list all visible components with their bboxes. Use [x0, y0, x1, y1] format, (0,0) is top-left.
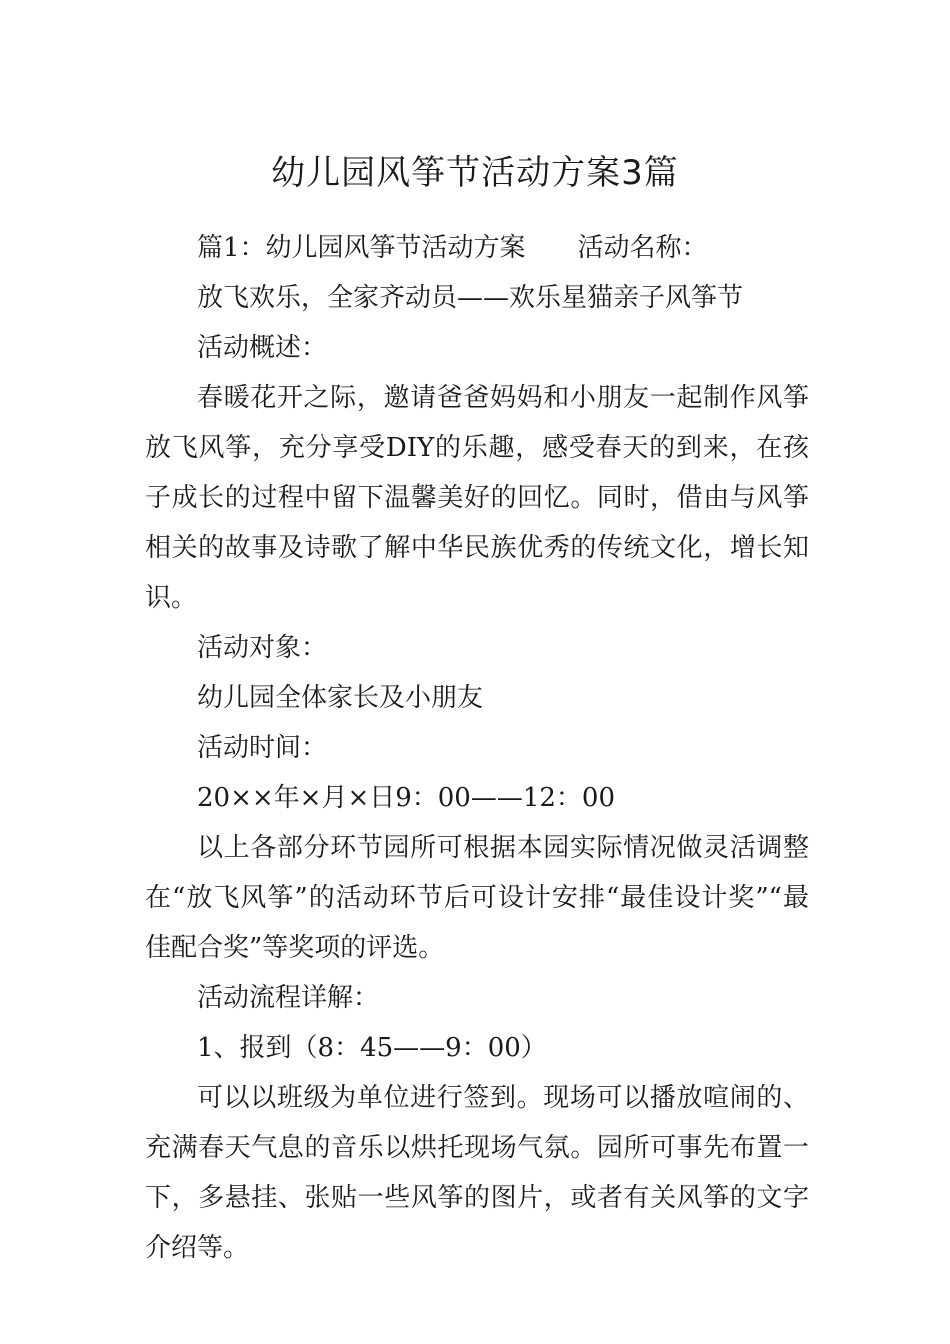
paragraph-overview-heading: 活动概述：: [197, 333, 328, 363]
paragraph-audience-text: 幼儿园全体家长及小朋友: [197, 683, 484, 713]
paragraph-adjustment-note: 以上各部分环节园所可根据本园实际情况做灵活调整在“放飞风筝”的活动环节后可设计安排“最佳设计奖”“最佳配合奖”等奖项的评选。: [145, 833, 809, 963]
document-body: [145, 223, 809, 1273]
paragraph-activity-name: 放飞欢乐，全家齐动员——欢乐星猫亲子风筝节: [197, 283, 744, 313]
paragraph-process-heading: 活动流程详解：: [197, 983, 380, 1013]
paragraph-time-heading: 活动时间：: [197, 733, 328, 763]
paragraph-time-text: 20××年×月×日9：00——12：00: [197, 783, 616, 813]
paragraph-chapter-heading: 篇1：幼儿园风筝节活动方案 活动名称：: [197, 233, 708, 263]
document-title: 幼儿园风筝节活动方案3篇: [271, 152, 679, 193]
paragraph-audience-heading: 活动对象：: [197, 633, 328, 663]
paragraph-step-1-heading: 1、报到（8：45——9：00）: [197, 1033, 547, 1063]
paragraph-overview-text: 春暖花开之际，邀请爸爸妈妈和小朋友一起制作风筝放飞风筝，充分享受DIY的乐趣，感受春天的到来，在孩子成长的过程中留下温馨美好的回忆。同时，借由与风筝相关的故事及诗歌了解中华民族优秀的传统文化，增长知识。: [145, 383, 809, 613]
paragraph-step-1-text: 可以以班级为单位进行签到。现场可以播放喧闹的、充满春天气息的音乐以烘托现场气氛。园所可事先布置一下，多悬挂、张贴一些风筝的图片，或者有关风筝的文字介绍等。: [145, 1083, 809, 1263]
